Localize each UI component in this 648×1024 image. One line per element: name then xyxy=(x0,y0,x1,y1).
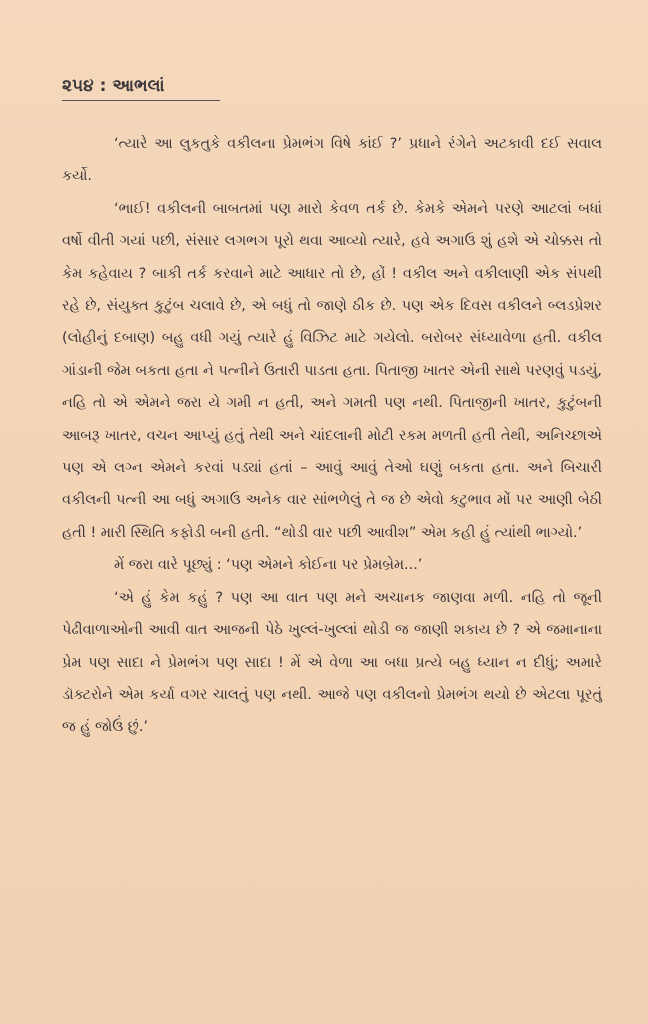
header-separator: : xyxy=(99,76,107,96)
running-title: આભલાં xyxy=(112,76,165,96)
paragraph-2: ‘ભાઈ! વકીલની બાબતમાં પણ મારો કેવળ તર્ક છે. કેમકે એમને પરણે આટલાં બધાં વર્ષો વીતી ગયાં પછી, સંસાર લગભગ પૂરો થવા આવ્યો ત્યારે, હવે અગાઉ શું હશે એ ચોક્કસ તો કેમ કહેવાય ? બાકી તર્ક કરવાને માટે આધાર તો છે, હોં ! વકીલ અને વકીલાણી એક સંપથી રહે છે, સંયુક્ત કુટુંબ ચલાવે છે, એ બધું તો જાણે ઠીક છે. પણ એક દિવસ વકીલને બ્લડપ્રેશર (લોહીનું દબાણ) બહુ વધી ગયું ત્યારે હું વિઝિટ માટે ગયેલો. બરોબર સંધ્યાવેળા હતી. વકીલ ગાંડાની જેમ બકતા હતા ને પત્નીને ઉતારી પાડતા હતા. પિતાજી ખાતર એની સાથે પરણવું પડયું, નહિ તો એ એમને જરા યે ગમી ન હતી, અને ગમતી પણ નથી. પિતાજીની ખાતર, કુટુંબની આબરૂ ખાતર, વચન આપ્યું હતું તેથી અને ચાંદલાની મોટી રકમ મળતી હતી તેથી, અનિચ્છાએ પણ એ લગ્ન એમને કરવાં પડ્યાં હતાં – આવું આવું તેઓ ઘણું બકતા હતા. અને બિચારી વકીલની પત્ની આ બધું અગાઉ અનેક વાર સાંભળેલું તે જ છે એવો કટુભાવ મોં પર આણી બેઠી હતી ! મારી સ્થિતિ કફોડી બની હતી. “થોડી વાર પછી આવીશ” એમ કહી હું ત્યાંથી ભાગ્યો.’ xyxy=(62,200,602,541)
page-number: ૨૫૪ xyxy=(62,76,94,96)
paragraph-1: ‘ત્યારે આ લુકતુકે વકીલના પ્રેમભંગ વિષે કાંઈ ?’ પ્રધાને રંગેને અટકાવી દઈ સવાલ કર્યો. xyxy=(62,136,602,185)
body-text xyxy=(62,128,602,744)
paragraph-4: ‘એ હું કેમ કહું ? પણ આ વાત પણ મને અચાનક જાણવા મળી. નહિ તો જૂની પેઢીવાળાઓની આવી વાત આજની પેઠે ખુલ્લં-ખુલ્લાં થોડી જ જાણી શકાય છે ? એ જમાનાના પ્રેમ પણ સાદા ને પ્રેમભંગ પણ સાદા ! મેં એ વેળા આ બધા પ્રત્યે બહુ ધ્યાન ન દીધું; અમારે ડૉક્ટરોને એમ કર્યા વગર ચાલતું પણ નથી. આજે પણ વકીલનો પ્રેમભંગ થયો છે એટલા પૂરતું જ હું જોઉં છું.’ xyxy=(62,589,602,736)
page-header xyxy=(62,76,165,96)
paragraph-3: મેં જરા વારે પૂછ્યું : ‘પણ એમને કોઈના પર પ્રેમબ્રેમ...’ xyxy=(114,557,423,574)
header-rule xyxy=(62,100,220,101)
